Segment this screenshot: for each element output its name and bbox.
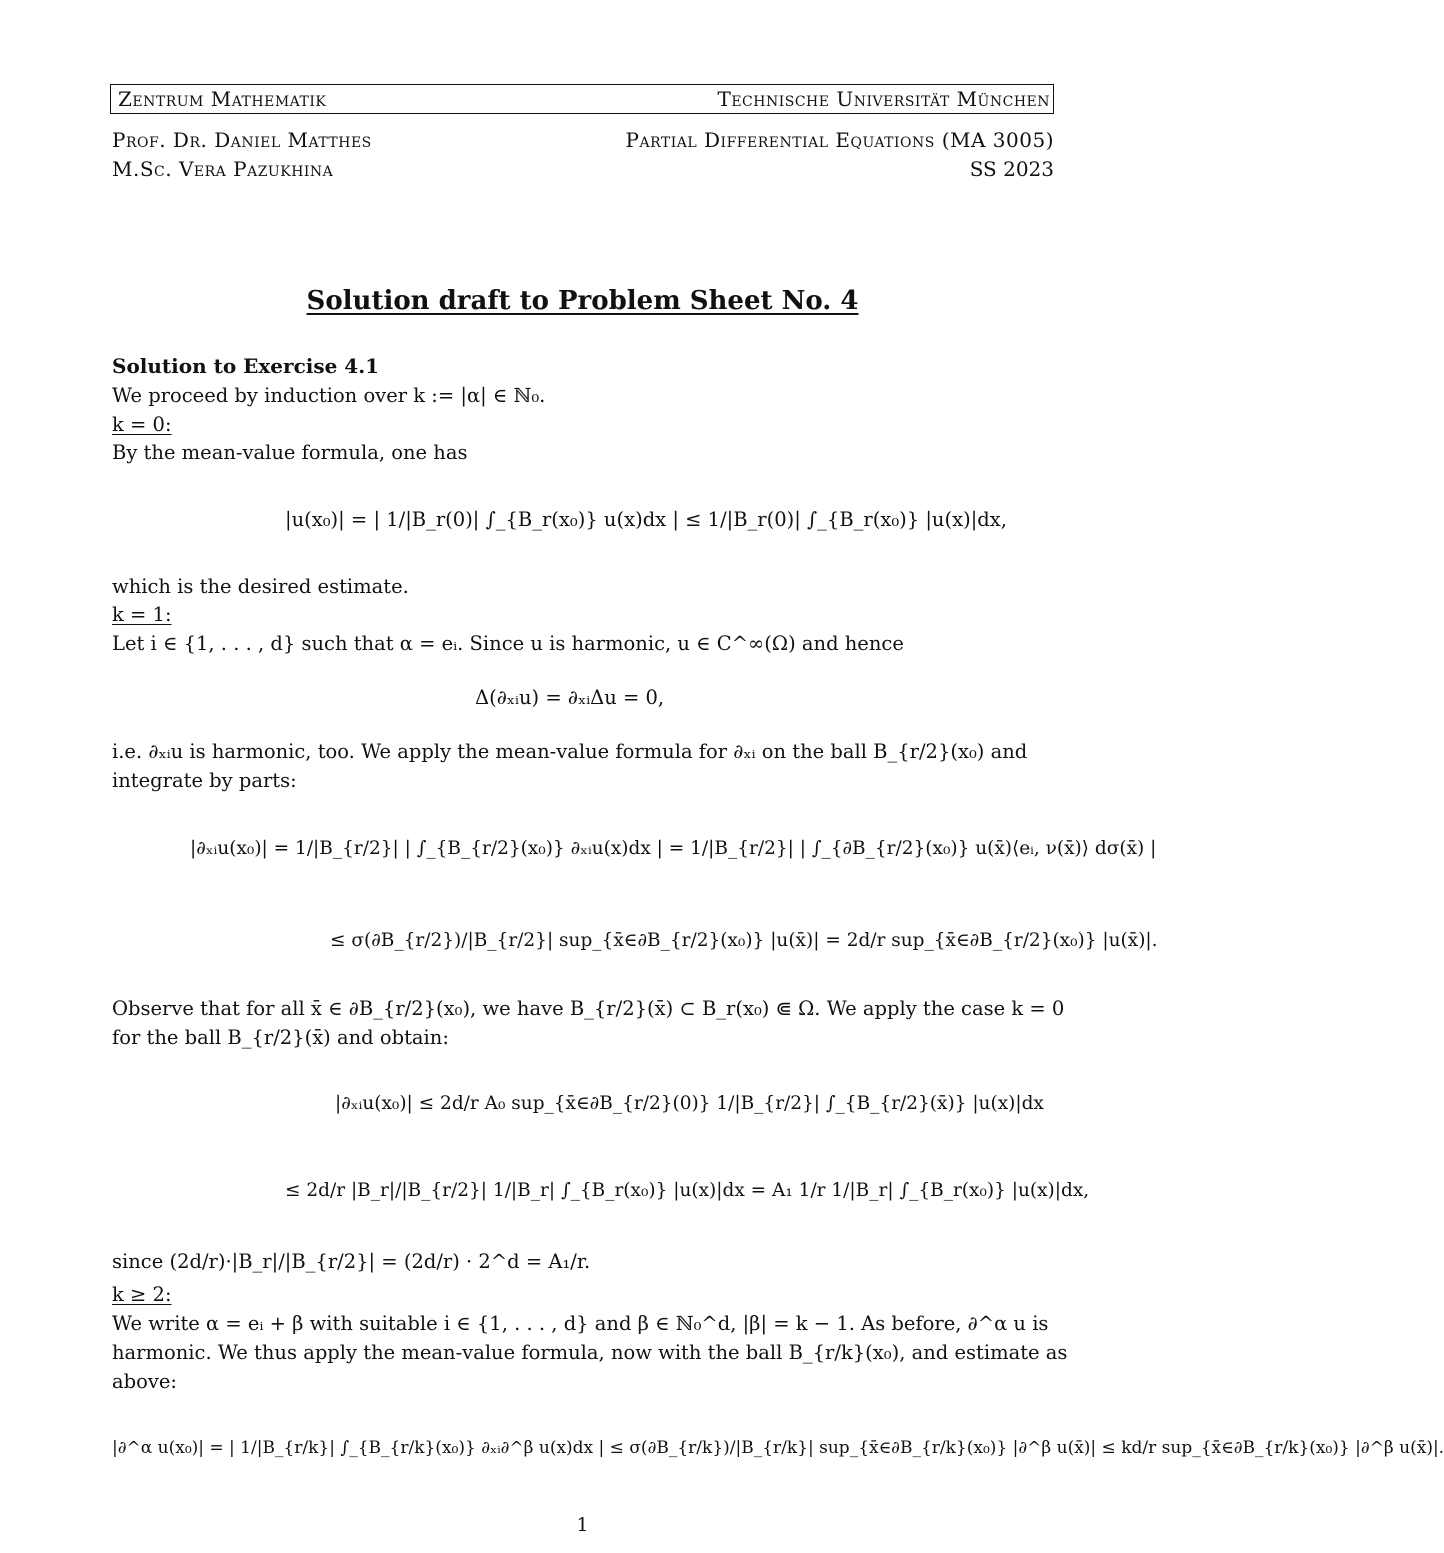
paragraph-apply-mean-value-b: integrate by parts: (112, 769, 297, 792)
page-number: 1 (576, 1514, 589, 1536)
paragraph-harmonic: Let i ∈ {1, . . . , d} such that α = eᵢ. Since u is harmonic, u ∈ C^∞(Ω) and hence (112, 632, 904, 655)
equation-1: |u(x₀)| = | 1/|B_r(0)| ∫_{B_r(x₀)} u(x)dx | ≤ 1/|B_r(0)| ∫_{B_r(x₀)} |u(x)|dx, (285, 508, 1007, 531)
equation-3: |∂ₓᵢu(x₀)| = 1/|B_{r/2}| | ∫_{B_{r/2}(x₀)} ∂ₓᵢu(x)dx | = 1/|B_{r/2}| | ∫_{∂B_{r/2}(x₀)} u(x̄)⟨eᵢ, ν(x̄)⟩ dσ(x̄) | (190, 838, 1157, 859)
paragraph-mean-value: By the mean-value formula, one has (112, 441, 468, 464)
header-institution: Zentrum Mathematik (118, 87, 327, 111)
equation-7: |∂^α u(x₀)| = | 1/|B_{r/k}| ∫_{B_{r/k}(x₀)} ∂ₓᵢ∂^β u(x)dx | ≤ σ(∂B_{r/k})/|B_{r/k}| sup_{x̄∈∂B_{r/k}(x₀)} |∂^β u(x̄)| ≤ kd/r sup_{x̄∈∂B_{r/k}(x₀)} |∂^β u(x̄)|. (112, 1438, 1444, 1458)
paragraph-apply-mean-value-a: i.e. ∂ₓᵢu is harmonic, too. We apply the mean-value formula for ∂ₓᵢ on the ball B_{r/2}(x₀) and (112, 740, 1028, 763)
paragraph-induction: We proceed by induction over k := |α| ∈ ℕ₀. (112, 384, 546, 407)
header-university: Technische Universität München (717, 87, 1050, 111)
case-k0-label: k = 0: (112, 413, 172, 436)
page-title: Solution draft to Problem Sheet No. 4 (306, 286, 859, 316)
equation-4: ≤ σ(∂B_{r/2})/|B_{r/2}| sup_{x̄∈∂B_{r/2}(x₀)} |u(x̄)| = 2d/r sup_{x̄∈∂B_{r/2}(x₀)} |u(x̄)|. (330, 930, 1158, 951)
paragraph-since: since (2d/r)·|B_r|/|B_{r/2}| = (2d/r) · 2^d = A₁/r. (112, 1250, 591, 1273)
paragraph-write-alpha-a: We write α = eᵢ + β with suitable i ∈ {1, . . . , d} and β ∈ ℕ₀^d, |β| = k − 1. As before, ∂^α u is (112, 1312, 1049, 1335)
header-course: Partial Differential Equations (MA 3005) (625, 128, 1054, 152)
header-assistant: M.Sc. Vera Pazukhina (112, 157, 334, 181)
equation-2: Δ(∂ₓᵢu) = ∂ₓᵢΔu = 0, (475, 686, 665, 709)
header-professor: Prof. Dr. Daniel Matthes (112, 128, 372, 152)
header-semester: SS 2023 (969, 157, 1054, 181)
equation-5: |∂ₓᵢu(x₀)| ≤ 2d/r A₀ sup_{x̄∈∂B_{r/2}(0)} 1/|B_{r/2}| ∫_{B_{r/2}(x̄)} |u(x)|dx (335, 1093, 1044, 1114)
case-k2-label: k ≥ 2: (112, 1283, 172, 1306)
paragraph-observe-a: Observe that for all x̄ ∈ ∂B_{r/2}(x₀), we have B_{r/2}(x̄) ⊂ B_r(x₀) ⋐ Ω. We apply the case k = 0 (112, 997, 1065, 1020)
paragraph-observe-b: for the ball B_{r/2}(x̄) and obtain: (112, 1026, 449, 1049)
paragraph-write-alpha-c: above: (112, 1370, 177, 1393)
paragraph-write-alpha-b: harmonic. We thus apply the mean-value formula, now with the ball B_{r/k}(x₀), and estimate as (112, 1341, 1068, 1364)
paragraph-desired-estimate: which is the desired estimate. (112, 575, 409, 598)
equation-6: ≤ 2d/r |B_r|/|B_{r/2}| 1/|B_r| ∫_{B_r(x₀)} |u(x)|dx = A₁ 1/r 1/|B_r| ∫_{B_r(x₀)} |u(x)|dx, (285, 1180, 1090, 1201)
exercise-heading: Solution to Exercise 4.1 (112, 354, 380, 378)
case-k1-label: k = 1: (112, 603, 172, 626)
